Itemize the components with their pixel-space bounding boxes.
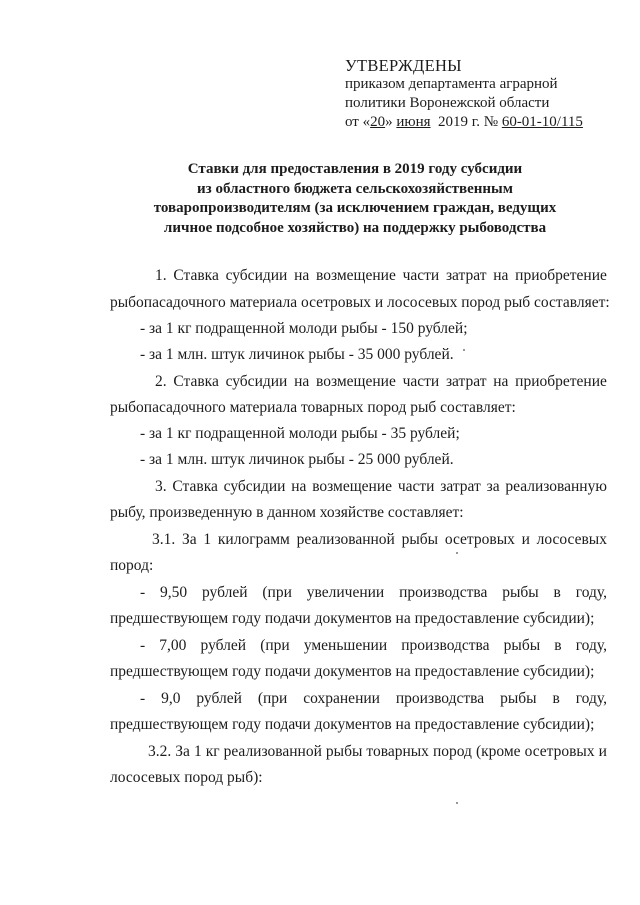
word: рублей: [200, 637, 247, 654]
word: сохранении: [303, 690, 380, 707]
word: затрат: [445, 267, 487, 284]
word: части: [402, 373, 440, 390]
paragraph-3-line-1: [155, 477, 607, 497]
approval-line-2: политики Воронежской области: [345, 95, 550, 111]
document-title: [110, 160, 600, 238]
paragraph-3-1-line-2: пород:: [110, 557, 154, 574]
word: Ставка: [172, 478, 218, 495]
word: товарных: [366, 743, 429, 760]
paragraph-1-line-1: [155, 266, 607, 286]
word: приобретение: [515, 373, 607, 390]
paragraph-1-line-2: рыбопасадочного материала осетровых и лососевых пород рыб составляет:: [110, 294, 610, 311]
paragraph-2-item-1: - за 1 кг подращенной молоди рыбы - 35 рублей;: [140, 425, 460, 442]
word: (кроме: [475, 743, 521, 760]
date-month: июня: [396, 114, 431, 130]
approval-heading: УТВЕРЖДЕНЫ: [345, 56, 462, 75]
word: 9,0: [161, 690, 181, 707]
word: 1: [203, 531, 212, 548]
paragraph-3-1-line-1: [152, 530, 607, 550]
word: на: [294, 267, 310, 284]
paragraph-1-item-2: - за 1 млн. штук личинок рыбы - 35 000 рублей.: [140, 346, 454, 363]
word: 3.: [155, 478, 167, 495]
word: Ставка: [173, 373, 219, 390]
word: затрат: [445, 373, 487, 390]
word: рыбы: [325, 743, 363, 760]
word: (при: [260, 637, 290, 654]
approval-line-1: приказом департамента аграрной: [345, 76, 558, 92]
word: на: [294, 373, 310, 390]
word: уменьшении: [303, 637, 388, 654]
word: -: [140, 637, 146, 654]
word: в: [554, 637, 562, 654]
order-number: 60-01-10/115: [501, 114, 583, 130]
bullet-3-line-2: предшествующем году подачи документов на предоставление субсидии);: [110, 716, 595, 733]
word: лососевых: [536, 531, 607, 548]
bullet-2-line-2: предшествующем году подачи документов на предоставление субсидии);: [110, 663, 595, 680]
word: субсидии: [225, 267, 288, 284]
word: рыбы: [401, 531, 439, 548]
word: -: [140, 584, 146, 601]
word: За: [175, 743, 190, 760]
scan-speck: [456, 802, 458, 804]
word: части: [397, 478, 435, 495]
word: в: [552, 690, 560, 707]
word: производства: [399, 584, 488, 601]
word: за: [486, 478, 500, 495]
title-line-4: личное подсобное хозяйство) на поддержку рыбоводства: [163, 219, 547, 236]
word: приобретение: [515, 267, 607, 284]
paragraph-2-line-1: [155, 372, 607, 392]
approval-date-line: [345, 113, 583, 132]
title-line-2: из областного бюджета сельскохозяйственным: [197, 180, 513, 197]
paragraph-2-item-2: - за 1 млн. штук личинок рыбы - 25 000 рублей.: [140, 451, 454, 468]
scan-speck: [463, 349, 465, 351]
date-day: 20: [370, 114, 386, 130]
paragraph-3-2-line-2: лососевых пород рыб):: [110, 769, 263, 786]
bullet-2-line-1: [140, 636, 607, 656]
word: возмещение: [316, 267, 396, 284]
word: на: [493, 373, 509, 390]
word: 9,50: [160, 584, 188, 601]
word: субсидии: [223, 478, 286, 495]
word: субсидии: [225, 373, 288, 390]
word: году,: [575, 584, 607, 601]
word: году,: [575, 690, 607, 707]
word: и: [521, 531, 530, 548]
bullet-1-line-2: предшествующем году подачи документов на предоставление субсидии);: [110, 610, 595, 627]
word: 1.: [155, 267, 167, 284]
word: рыбы: [500, 690, 537, 707]
approval-block: [345, 56, 583, 132]
word: килограмм: [217, 531, 290, 548]
word: (при: [262, 584, 292, 601]
word: производства: [395, 690, 485, 707]
word: Ставка: [173, 267, 219, 284]
word: возмещение: [316, 373, 396, 390]
word: на: [291, 478, 307, 495]
word: рублей: [202, 584, 248, 601]
word: 7,00: [159, 637, 187, 654]
word: затрат: [440, 478, 481, 495]
paragraph-1-item-1: - за 1 кг подращенной молоди рыбы - 150 рублей;: [140, 320, 468, 337]
word: пород: [432, 743, 472, 760]
paragraph-3-line-2: рыбу, произведенную в данном хозяйстве составляет:: [110, 504, 464, 521]
word: увеличении: [306, 584, 385, 601]
word: реализованной: [296, 531, 395, 548]
word: рублей: [196, 690, 242, 707]
title-line-3: товаропроизводителям (за исключением граждан, ведущих: [153, 200, 557, 216]
word: возмещение: [312, 478, 393, 495]
word: -: [140, 690, 146, 707]
date-prefix: от «: [345, 114, 371, 130]
word: (при: [257, 690, 288, 707]
paragraph-2-line-2: рыбопасадочного материала товарных пород рыб составляет:: [110, 399, 516, 416]
date-year: 2019 г. №: [438, 114, 499, 130]
word: в: [553, 584, 561, 601]
word: производства: [401, 637, 490, 654]
word: 2.: [155, 373, 167, 390]
word: реализованной: [223, 743, 322, 760]
word: части: [402, 267, 440, 284]
date-mid: »: [385, 114, 393, 130]
word: 3.1.: [152, 531, 176, 548]
paragraph-3-2-line-1: [148, 742, 607, 762]
word: и: [598, 743, 607, 760]
scan-speck: [456, 552, 458, 554]
word: рыбы: [502, 584, 539, 601]
word: осетровых: [444, 531, 515, 548]
word: году,: [575, 637, 607, 654]
word: За: [182, 531, 197, 548]
title-line-1: Ставки для предоставления в 2019 году субсидии: [187, 161, 523, 177]
word: кг: [205, 743, 220, 760]
bullet-1-line-1: [140, 583, 607, 603]
word: 3.2.: [148, 743, 172, 760]
bullet-3-line-1: [140, 689, 607, 709]
word: рыбы: [503, 637, 541, 654]
word: осетровых: [524, 743, 595, 760]
word: реализованную: [505, 478, 607, 495]
word: на: [493, 267, 509, 284]
word: 1: [193, 743, 202, 760]
